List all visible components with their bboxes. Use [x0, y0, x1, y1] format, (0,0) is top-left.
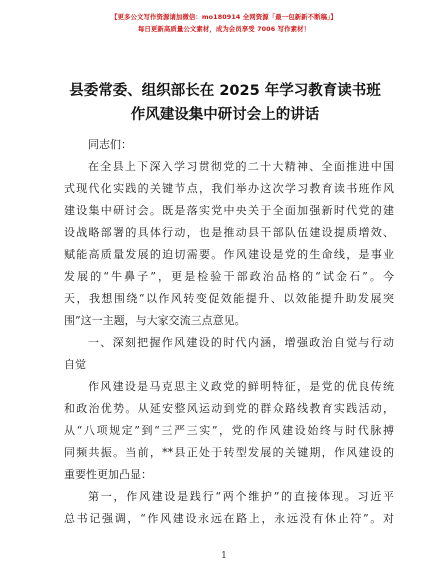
- paragraph-line: 从“八项规定”到“三严三实”，党的作风建设始终与时代脉搏: [64, 424, 394, 437]
- document-title-line-2: 作风建设集中研讨会上的讲话: [130, 107, 320, 123]
- promo-banner-line-1: 【更多公文写作资源请加微信：mo180914 全网资源「最一包新新不断稿」】: [111, 13, 337, 21]
- paragraph-line: 总书记强调，“作风建设永远在路上，永远没有休止符”。对: [64, 512, 394, 525]
- section-heading-continuation: 自觉: [64, 358, 86, 371]
- page-number: 1: [221, 551, 227, 561]
- paragraph-line: 重要性更加凸显：: [64, 468, 152, 481]
- paragraph-line: 发展的“牛鼻子”，更是检验干部政治品格的“试金石”。今: [64, 270, 394, 283]
- document-title-line-1: 县委常委、组织部长在 2025 年学习教育读书班: [69, 83, 381, 99]
- paragraph-line: 设战略部署的具体行动，也是推动县干部队伍建设提质增效、: [64, 226, 394, 239]
- paragraph-line: 天，我想围绕“以作风转变促效能提升、以效能提升助发展突: [64, 292, 394, 305]
- paragraph-line: 建设集中研讨会。既是落实党中央关于全面加强新时代党的建: [64, 204, 394, 217]
- paragraph-line: 赋能高质量发展的迫切需要。作风建设是党的生命线，是事业: [64, 248, 394, 261]
- promo-banner-line-2: 每日更新高质量公文素材，成为会员享受 7006 写作素材！: [137, 25, 311, 33]
- paragraph-line: 作风建设是马克思主义政党的鲜明特征，是党的优良传统: [88, 380, 394, 393]
- paragraph-line: 同频共振。当前，**县正处于转型发展的关键期，作风建设的: [64, 446, 394, 459]
- paragraph-line: 和政治优势。从延安整风运动到党的群众路线教育实践活动，: [64, 402, 394, 415]
- section-heading: 一、深刻把握作风建设的时代内涵，增强政治自觉与行动: [88, 336, 394, 349]
- paragraph-line: 式现代化实践的关键节点，我们举办这次学习教育读书班作风: [64, 182, 394, 195]
- salutation: 同志们：: [88, 138, 132, 151]
- paragraph-line: 围”这一主题，与大家交流三点意见。: [64, 314, 246, 327]
- paragraph-line: 在全县上下深入学习贯彻党的二十大精神、全面推进中国: [88, 160, 394, 173]
- paragraph-line: 第一，作风建设是践行“两个维护”的直接体现。习近平: [88, 490, 394, 503]
